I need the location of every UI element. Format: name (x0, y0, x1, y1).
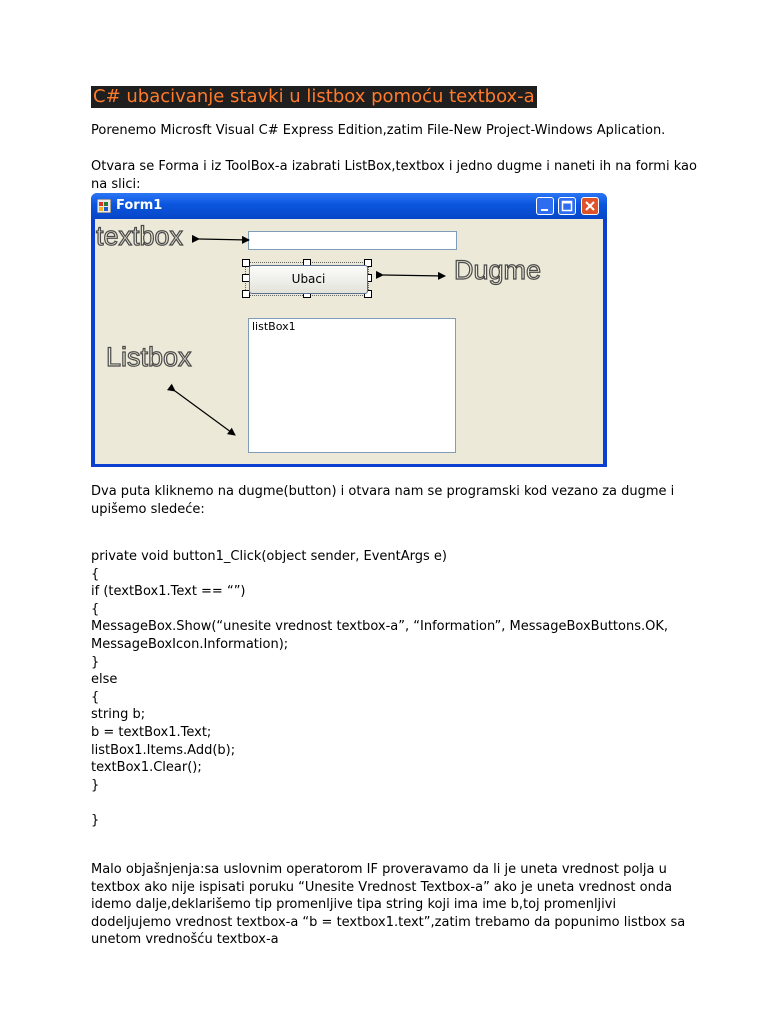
code-line: } (91, 777, 100, 793)
code-line: MessageBox.Show(“unesite vrednost textbox-a”, “Information”, MessageBoxButtons.OK, (91, 619, 669, 635)
annotation-listbox: Listbox (106, 342, 192, 372)
ubaci-button[interactable]: Ubaci (249, 265, 368, 294)
code-line: b = textBox1.Text; (91, 724, 212, 740)
code-line: { (91, 601, 100, 617)
textbox-arrow (199, 239, 249, 240)
after-image-paragraph: Dva puta kliknemo na dugme(button) i otvara nam se programski kod vezano za dugme i upišemo sledeće: (91, 484, 675, 517)
code-line: string b; (91, 707, 146, 723)
page-title: C# ubacivanje stavki u listbox pomoću textbox-a (93, 86, 535, 107)
code-line: private void button1_Click(object sender, EventArgs e) (91, 549, 447, 564)
intro-paragraph-2: Otvara se Forma i iz ToolBox-a izabrati ListBox,textbox i jedno dugme i naneti ih na formi kao na slici: (91, 159, 697, 192)
code-block (91, 548, 711, 830)
code-line (91, 794, 711, 812)
annotation-textbox: textbox (96, 221, 184, 251)
close-icon (582, 198, 598, 214)
form-screenshot (91, 193, 607, 467)
minimize-icon (537, 198, 553, 214)
explanation-paragraph: Malo objašnjenja:sa uslovnim operatorom IF proveravamo da li je uneta vrednost polja u textbox ako nije ispisati poruku “Unesite Vrednost Textbox-a” ako je uneta vrednost onda idemo dalje,deklarišemo tip promenljive tipa string koji ima ime b,toj promenljivi dodeljujemo vrednost textbox-a “b = textbox1.text”,zatim trebamo da popunimo listbox sa unetom vrednošću textbox-a (91, 862, 686, 947)
button-arrow (383, 275, 445, 276)
annotation-arrows (95, 219, 603, 464)
code-line: { (91, 689, 100, 705)
listbox-label: listBox1 (252, 320, 296, 333)
annotation-dugme: Dugme (454, 255, 542, 285)
code-line: } (91, 654, 100, 670)
close-button[interactable] (581, 197, 599, 215)
code-line: if (textBox1.Text == “”) (91, 584, 246, 600)
code-line: textBox1.Clear(); (91, 760, 202, 776)
code-line: MessageBoxIcon.Information); (91, 636, 289, 652)
code-line: listBox1.Items.Add(b); (91, 742, 236, 758)
maximize-button[interactable] (558, 197, 576, 215)
code-line: } (91, 812, 100, 828)
code-line: { (91, 566, 100, 582)
maximize-icon (559, 198, 575, 214)
minimize-button[interactable] (536, 197, 554, 215)
window-title: Form1 (116, 198, 163, 213)
code-line: else (91, 672, 118, 688)
listbox-arrow (175, 391, 235, 435)
form-client-area (95, 219, 603, 464)
form-app-icon (97, 199, 111, 213)
intro-paragraph-1: Porenemo Microsft Visual C# Express Edition,zatim File-New Project-Windows Aplication. (91, 123, 666, 138)
window-titlebar (91, 193, 607, 219)
